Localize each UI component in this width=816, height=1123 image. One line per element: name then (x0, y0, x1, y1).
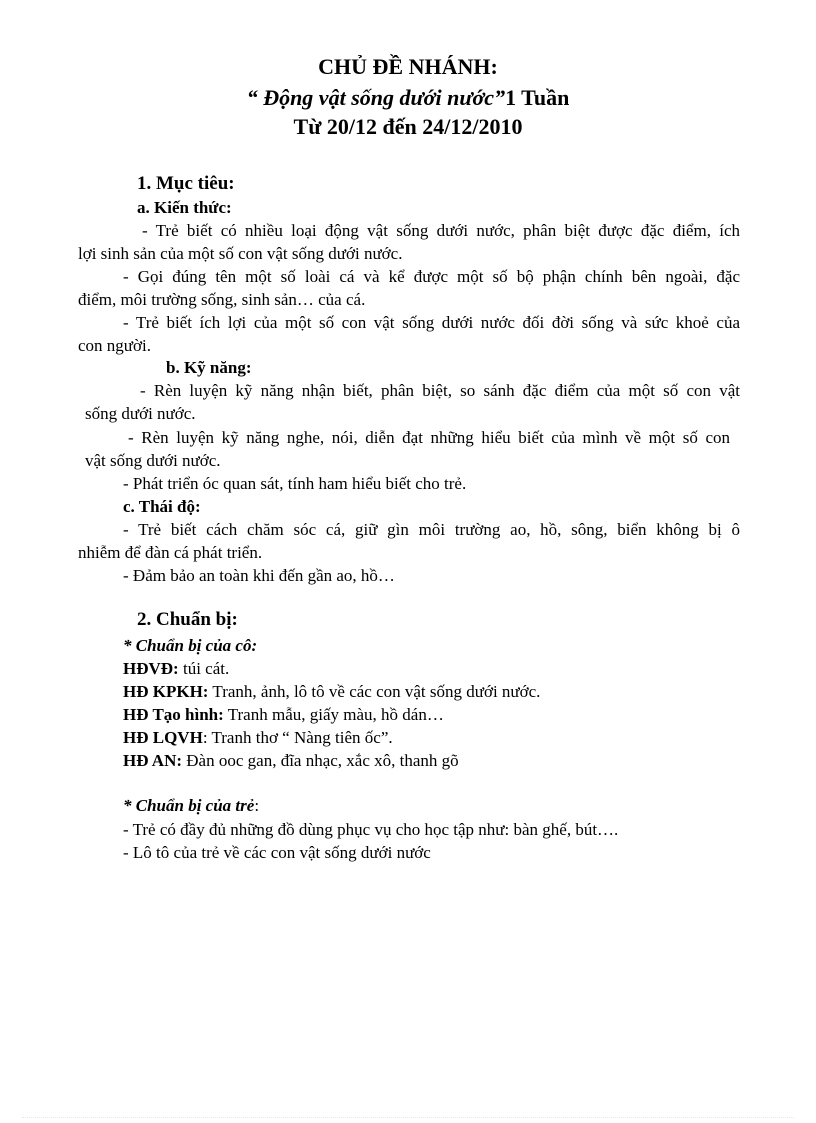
section1c-paragraph2: - Đảm bảo an toàn khi đến gần ao, hồ… (123, 566, 395, 585)
title-date-range: Từ 20/12 đến 24/12/2010 (293, 114, 523, 139)
title-line-1: CHỦ ĐỀ NHÁNH: (318, 54, 498, 79)
section1-heading: 1. Mục tiêu: (137, 173, 235, 194)
item-label: HĐVĐ: (123, 659, 179, 678)
child-prep-item-1: - Trẻ có đầy đủ những đồ dùng phục vụ cho học tập như: bàn ghế, bút…. (123, 820, 619, 839)
teacher-prep-item-2 (123, 682, 540, 702)
item-text: Tranh, ảnh, lô tô về các con vật sống dưới nước. (208, 682, 541, 701)
section1a-paragraph1-line2: lợi sinh sản của một số con vật sống dưới nước. (78, 244, 403, 263)
item-text: Đàn ooc gan, đĩa nhạc, xắc xô, thanh gõ (182, 751, 459, 770)
section1a-paragraph2-line1: - Gọi đúng tên một số loài cá và kể được một số bộ phận chính bên ngoài, đặc (123, 267, 740, 286)
title-line-2 (0, 85, 816, 111)
teacher-prep-item-1 (123, 659, 229, 679)
child-prep-heading-text: * Chuẩn bị của trẻ (123, 796, 255, 815)
title-duration: 1 Tuần (505, 85, 570, 110)
title-topic: “ Động vật sống dưới nước” (246, 85, 506, 110)
child-prep-heading (123, 796, 259, 816)
section1c-heading: c. Thái độ: (123, 497, 201, 516)
teacher-prep-item-5 (123, 751, 459, 771)
section1b-paragraph2-line2: vật sống dưới nước. (85, 451, 221, 470)
item-label: HĐ KPKH: (123, 682, 209, 701)
item-label: HĐ LQVH (123, 728, 203, 747)
child-prep-heading-colon: : (254, 796, 260, 815)
item-text: Tranh mẫu, giấy màu, hồ dán… (223, 705, 444, 724)
section1a-paragraph3-line1: - Trẻ biết ích lợi của một số con vật sống dưới nước đối đời sống và sức khoẻ của (123, 313, 740, 332)
teacher-prep-heading: * Chuẩn bị của cô: (123, 636, 258, 655)
section1b-heading: b. Kỹ năng: (166, 358, 252, 377)
item-text: : Tranh thơ “ Nàng tiên ốc”. (202, 728, 393, 747)
section1b-paragraph1-line2: sống dưới nước. (85, 404, 196, 423)
section1a-paragraph2-line2: điểm, môi trường sống, sinh sản… của cá. (78, 290, 366, 309)
item-label: HĐ AN: (123, 751, 183, 770)
section1b-paragraph2-line1: - Rèn luyện kỹ năng nghe, nói, diễn đạt những hiểu biết của mình về một số con (128, 428, 730, 447)
section1a-paragraph3-line2: con người. (78, 336, 151, 355)
section1b-paragraph1-line1: - Rèn luyện kỹ năng nhận biết, phân biệt, so sánh đặc điểm của một số con vật (140, 381, 740, 400)
section1c-paragraph1-line1: - Trẻ biết cách chăm sóc cá, giữ gìn môi trường ao, hồ, sông, biển không bị ô (123, 520, 740, 539)
teacher-prep-item-4 (123, 728, 393, 748)
section1a-paragraph1-line1: - Trẻ biết có nhiều loại động vật sống dưới nước, phân biệt được đặc điểm, ích (142, 221, 740, 240)
section1b-paragraph3: - Phát triển óc quan sát, tính ham hiểu biết cho trẻ. (123, 474, 467, 493)
item-label: HĐ Tạo hình: (123, 705, 224, 724)
page-bottom-border (22, 1117, 794, 1118)
teacher-prep-item-3 (123, 705, 444, 725)
section1a-heading: a. Kiến thức: (137, 198, 232, 217)
item-text: túi cát. (178, 659, 230, 678)
section1c-paragraph1-line2: nhiễm để đàn cá phát triển. (78, 543, 263, 562)
child-prep-item-2: - Lô tô của trẻ về các con vật sống dưới nước (123, 843, 431, 862)
section2-heading: 2. Chuẩn bị: (137, 609, 238, 630)
